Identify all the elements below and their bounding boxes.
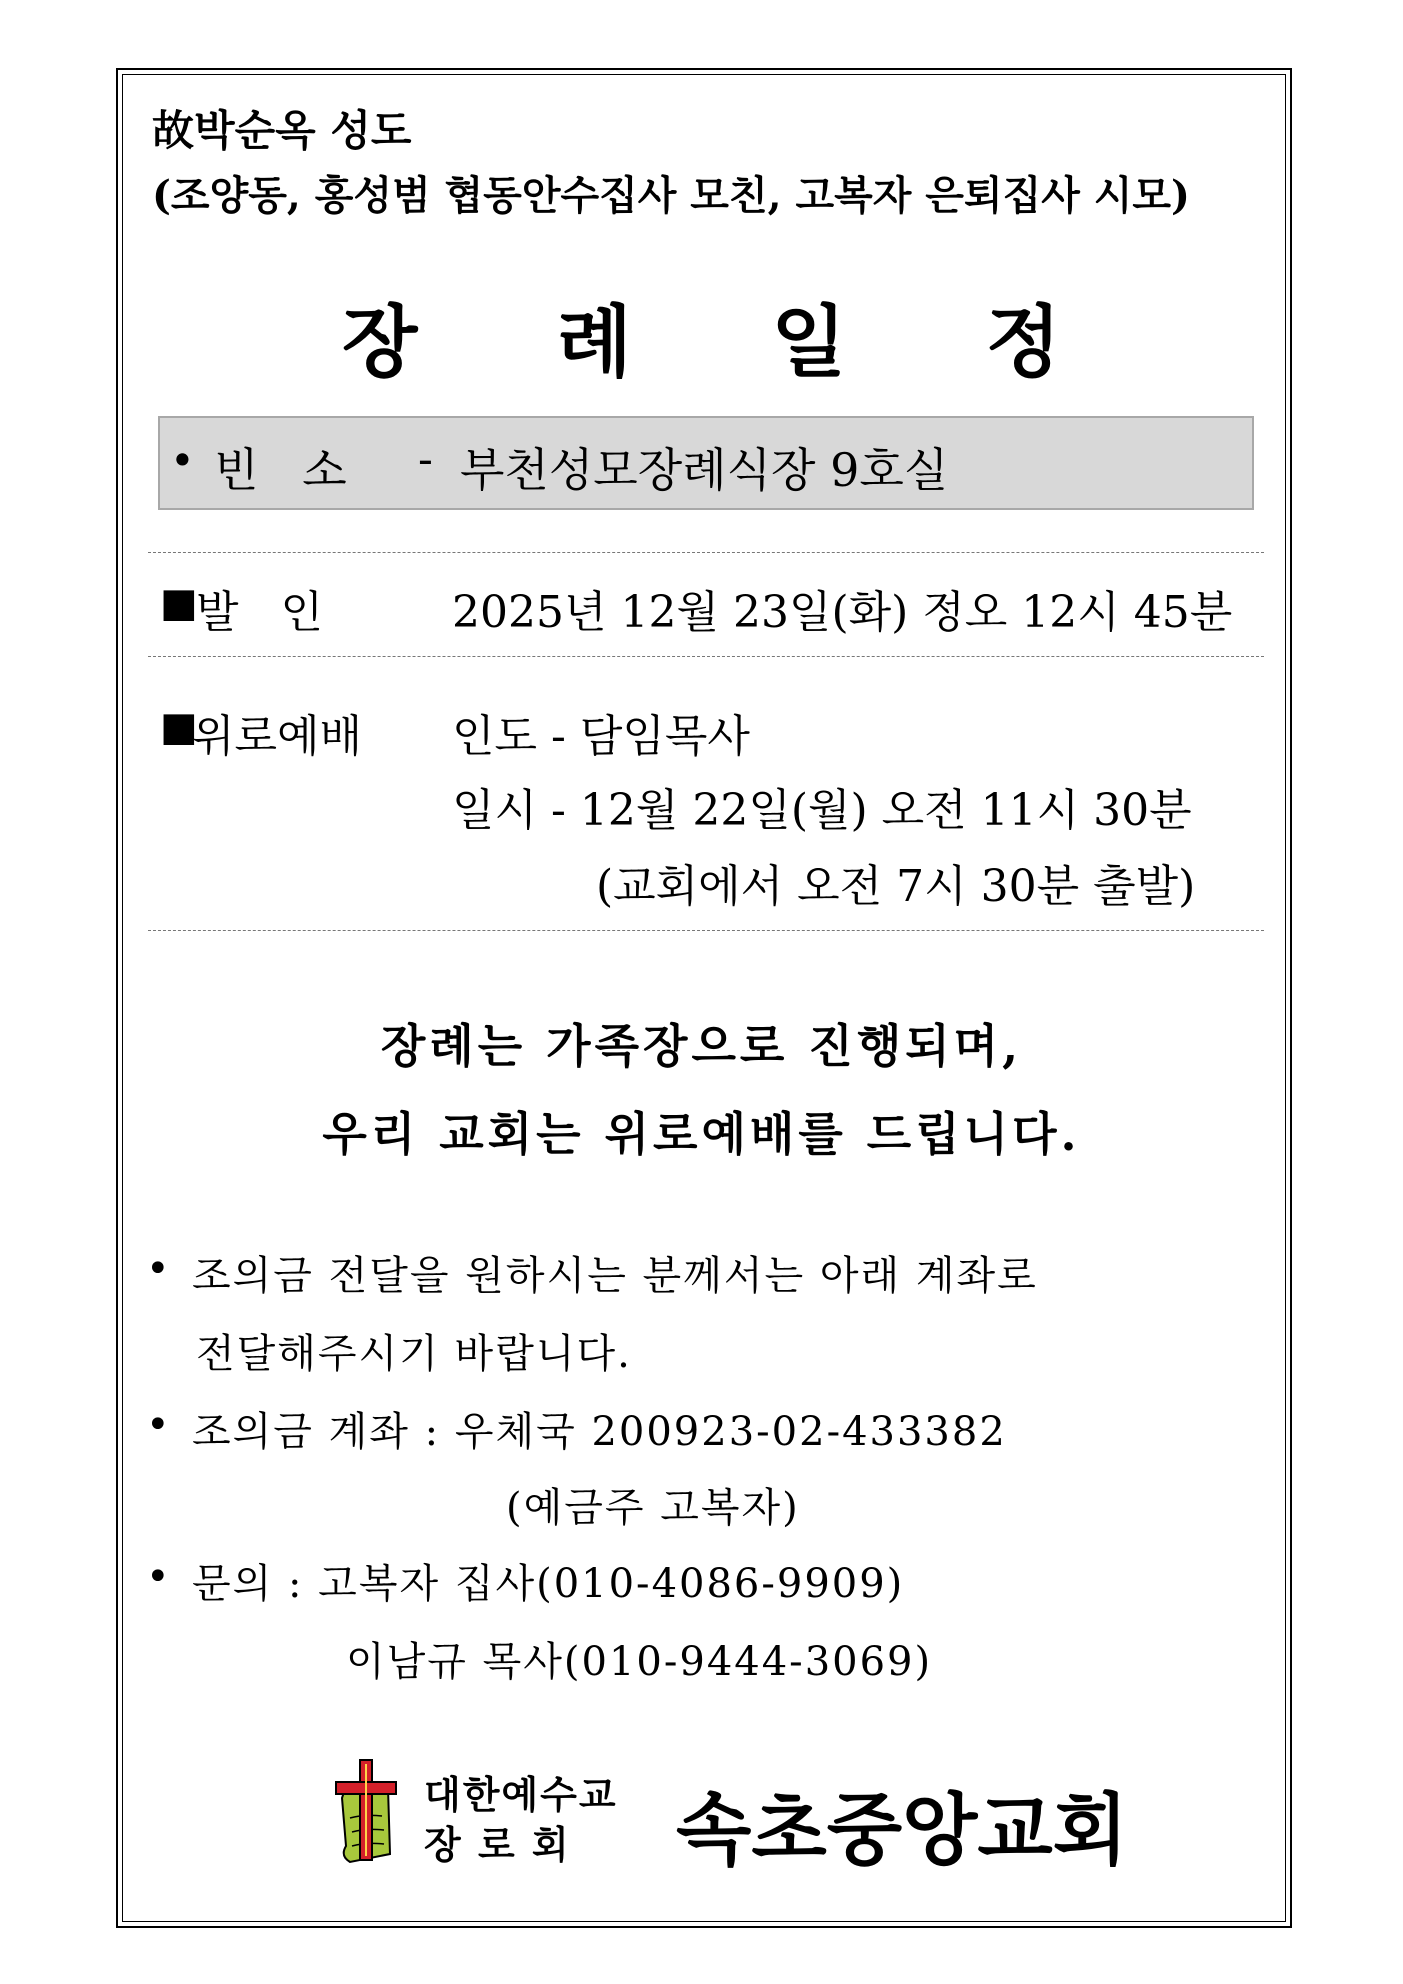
info-bullet: • <box>146 1554 170 1600</box>
wiro-departure: (교회에서 오전 7시 30분 출발) <box>596 861 1196 912</box>
binso-label: 빈 소 <box>214 443 347 497</box>
divider <box>148 930 1264 931</box>
info-bullet: • <box>146 1246 170 1292</box>
balin-bullet: ■ <box>160 580 198 626</box>
contact-line-2: 이남규 목사(010-9444-3069) <box>346 1639 933 1685</box>
divider <box>148 656 1264 657</box>
condolence-line-1: 조의금 전달을 원하시는 분께서는 아래 계좌로 <box>192 1253 1038 1299</box>
balin-value: 2025년 12월 23일(화) 정오 12시 45분 <box>452 587 1233 638</box>
wiro-leader: 인도 - 담임목사 <box>452 711 750 762</box>
church-name: 속초중앙교회 <box>676 1785 1129 1876</box>
deceased-name: 故박순옥 성도 <box>152 106 412 155</box>
binso-dash: - <box>418 434 433 485</box>
denomination-bottom: 장 로 회 <box>424 1822 571 1867</box>
contact-line-1: 문의 : 고복자 집사(010-4086-9909) <box>192 1561 905 1607</box>
denomination-top: 대한예수교 <box>424 1772 618 1817</box>
balin-label: 발 인 <box>196 587 323 638</box>
divider <box>148 552 1264 553</box>
wiro-label: 위로예배 <box>192 711 363 762</box>
deceased-relations: (조양동, 홍성범 협동안수집사 모친, 고복자 은퇴집사 시모) <box>152 172 1190 219</box>
wiro-datetime: 일시 - 12월 22일(월) 오전 11시 30분 <box>452 785 1192 836</box>
church-cross-logo-icon <box>330 1758 402 1868</box>
binso-bullet: • <box>170 436 195 485</box>
notice-line-2: 우리 교회는 위로예배를 드립니다. <box>322 1107 1081 1161</box>
account-line-2: (예금주 고복자) <box>506 1485 800 1531</box>
binso-value: 부천성모장례식장 9호실 <box>460 443 949 497</box>
wiro-bullet: ■ <box>160 704 198 750</box>
info-bullet: • <box>146 1402 170 1448</box>
condolence-line-2: 전달해주시기 바랍니다. <box>196 1331 632 1377</box>
notice-line-1: 장례는 가족장으로 진행되며, <box>380 1019 1023 1073</box>
account-line-1: 조의금 계좌 : 우체국 200923-02-433382 <box>192 1409 1007 1455</box>
page-title: 장 례 일 정 <box>342 297 1117 388</box>
